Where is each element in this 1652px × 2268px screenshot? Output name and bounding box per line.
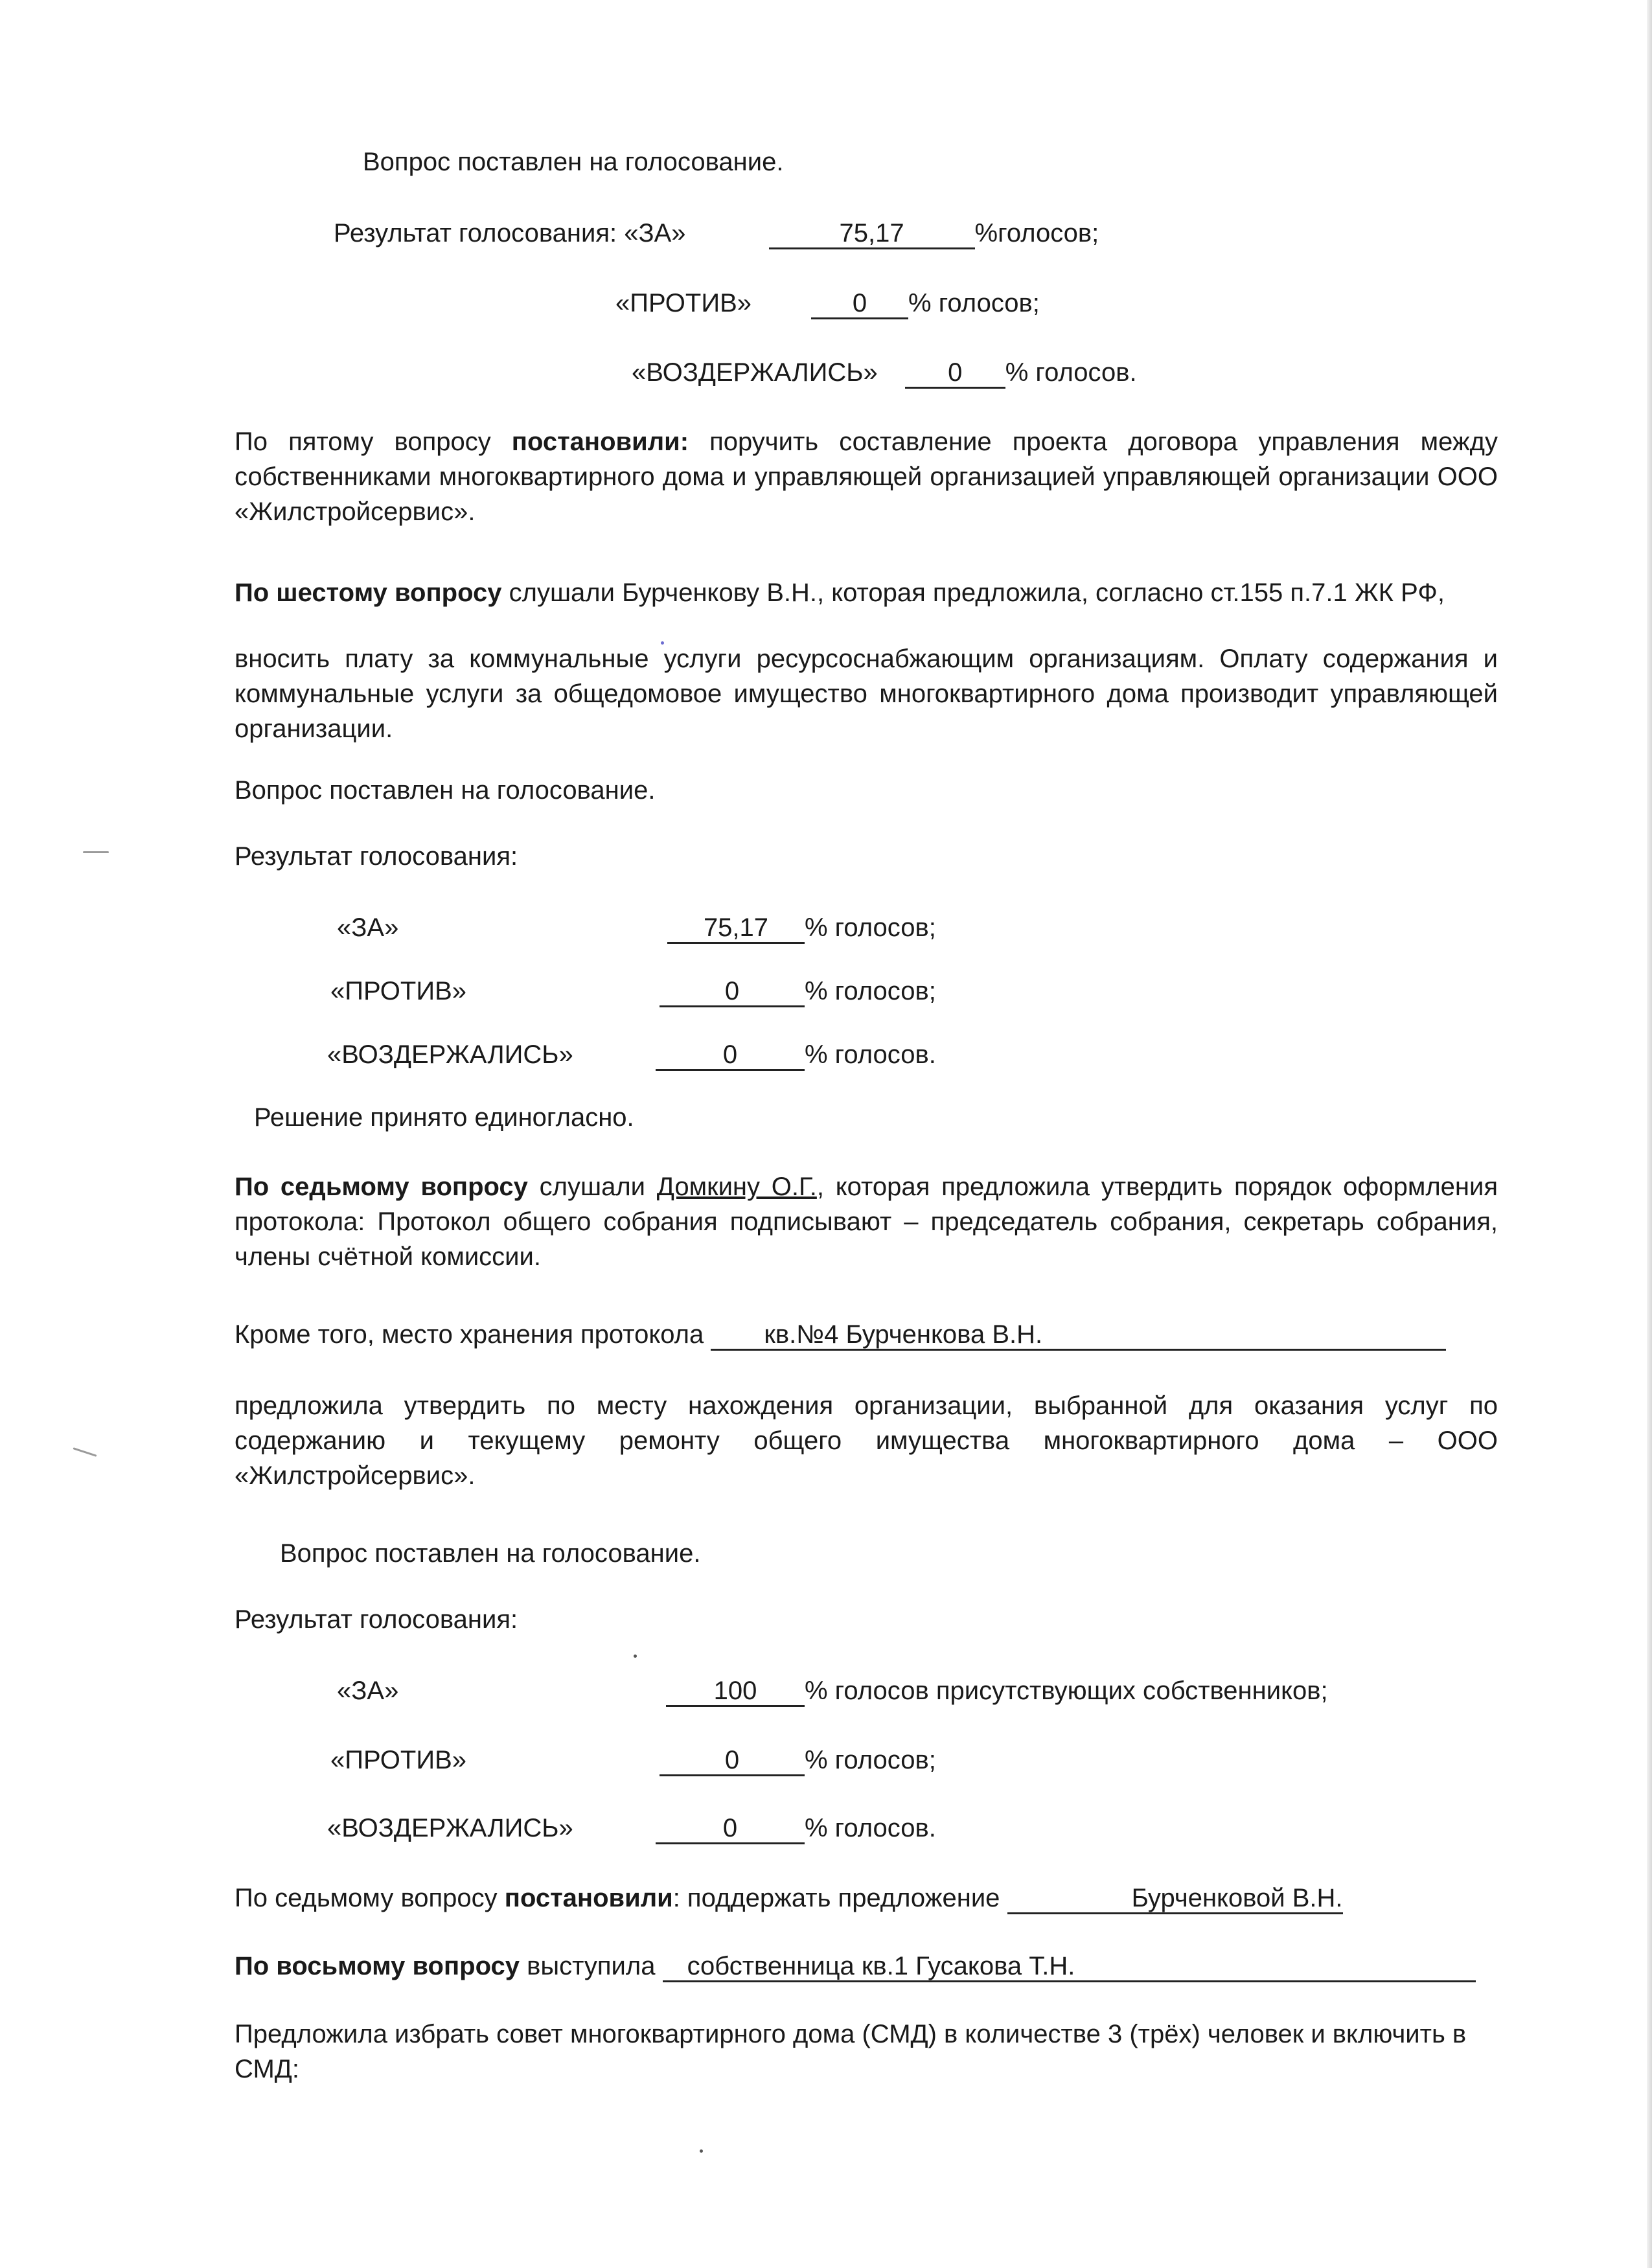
q8-proposal: Предложила избрать совет многоквартирного дома (СМД) в количестве 3 (трёх) человек и включить в СМД: [235,2020,1467,2083]
q7-storage-label: Кроме того, место хранения протокола [235,1320,711,1349]
q7-proposal-paragraph: предложила утвердить по месту нахождения организации, выбранной для оказания услуг по содержанию и текущему ремонту общего имущества многоквартирного дома – ООО «Жилстройсервис». [235,1392,1498,1490]
vote-result-row-protiv [615,287,1040,319]
q8-speaker-blank [663,1952,1476,1982]
q7-vote-intro: Вопрос поставлен на голосование. [280,1539,701,1568]
vote-result-label: Результат голосования: «ЗА» [334,219,686,247]
vote-protiv-value: 0 [811,289,908,319]
q7-heard: слушали [527,1173,657,1201]
q6-za-row [667,911,936,944]
q7-storage-line [235,1318,1446,1351]
q7-storage-blank [711,1320,1446,1351]
scan-dot [700,2149,703,2153]
scan-dot [634,1655,637,1658]
q6-protiv-row [660,975,936,1007]
q7-protiv-label: «ПРОТИВ» [330,1746,467,1774]
q6-za-label: «ЗА» [337,913,399,942]
scan-dot [661,641,664,645]
scan-mark [73,1447,97,1457]
q6-vote-intro: Вопрос поставлен на голосование. [235,776,656,805]
q6-vozd-value: 0 [656,1040,805,1071]
q8-speaker: собственница кв.1 Гусакова Т.Н. [687,1952,1075,1980]
q7-za-label: «ЗА» [337,1677,399,1705]
q7-za-suffix: % голосов присутствующих собственников; [805,1677,1328,1705]
vote-result-row-vozd [632,356,1137,389]
q7-protiv-suffix: % голосов; [805,1746,936,1774]
q8-spoke: выступила [519,1952,663,1980]
q7-vozd-value: 0 [656,1814,805,1844]
q6-vozd-row [656,1038,936,1071]
vote-za-suffix: %голосов; [974,219,1099,247]
q7-rest: , которая предложила утвердить порядок оформления протокола: Протокол общего собрания подписывают – председатель собрания, секретарь собрания, члены счётной комиссии. [235,1173,1498,1271]
q6-result-label: Результат голосования: [235,842,518,871]
q7-storage-value: кв.№4 Бурченкова В.Н. [764,1320,1043,1349]
q7-vozd-row [656,1812,936,1844]
vote-vozd-suffix: % голосов. [1005,358,1137,387]
q7-decision-lead: По седьмому вопросу [235,1884,505,1912]
q6-za-suffix: % голосов; [805,913,936,942]
vote-protiv-label: «ПРОТИВ» [615,289,752,317]
q7-vozd-suffix: % голосов. [805,1814,936,1842]
q6-protiv-suffix: % голосов; [805,977,936,1005]
vote-intro: Вопрос поставлен на голосование. [363,148,784,176]
q6-za-value: 75,17 [667,913,805,944]
scan-mark [83,851,109,853]
q6-protiv-value: 0 [660,977,805,1007]
vote-result-row-za [334,217,1099,249]
q7-decision-value: Бурченковой В.Н. [1007,1884,1343,1914]
q7-protiv-row [660,1744,936,1776]
q6-unanimous: Решение принято единогласно. [254,1103,634,1132]
q7-decision-line [235,1882,1343,1914]
q6-heard: слушали Бурченкову В.Н., которая предложила, согласно ст.155 п.7.1 ЖК РФ, [501,578,1445,607]
q7-heading-bold: По седьмому вопросу [235,1173,528,1201]
vote-vozd-label: «ВОЗДЕРЖАЛИСЬ» [632,358,878,387]
q7-protiv-value: 0 [660,1746,805,1776]
q6-heading-bold: По шестому вопросу [235,578,502,607]
vote-vozd-value: 0 [905,358,1005,389]
q6-protiv-label: «ПРОТИВ» [330,977,467,1005]
vote-za-value: 75,17 [769,219,975,249]
q7-result-label: Результат голосования: [235,1605,518,1634]
q5-decision-lead: По пятому вопросу [235,428,512,456]
q7-za-row [666,1675,1328,1707]
q7-paragraph [235,1169,1498,1274]
q7-speaker: Домкину О.Г. [656,1173,817,1201]
q7-decision-bold: постановили [504,1884,673,1912]
q7-vozd-label: «ВОЗДЕРЖАЛИСЬ» [327,1814,573,1842]
q5-decision-paragraph [235,424,1498,529]
q6-body-paragraph: вносить плату за коммунальные услуги ресурсоснабжающим организациям. Оплату содержания и коммунальные услуги за общедомовое имущество многоквартирного дома производит управляющей организации. [235,645,1498,743]
q5-decision-bold: постановили: [511,428,689,456]
q7-za-value: 100 [666,1677,805,1707]
scan-edge [1647,0,1652,2268]
q7-decision-rest: : поддержать предложение [672,1884,1007,1912]
vote-protiv-suffix: % голосов; [908,289,1040,317]
q6-vozd-suffix: % голосов. [805,1040,936,1069]
q5-decision-rest: поручить составление проекта договора управления между собственниками многоквартирного дома и управляющей организацией управляющей организации ООО «Жилстройсервис». [235,428,1498,526]
q6-vozd-label: «ВОЗДЕРЖАЛИСЬ» [327,1040,573,1069]
q6-heading-line [235,577,1445,609]
q8-heading-bold: По восьмому вопросу [235,1952,520,1980]
q8-heading-line [235,1950,1476,1982]
